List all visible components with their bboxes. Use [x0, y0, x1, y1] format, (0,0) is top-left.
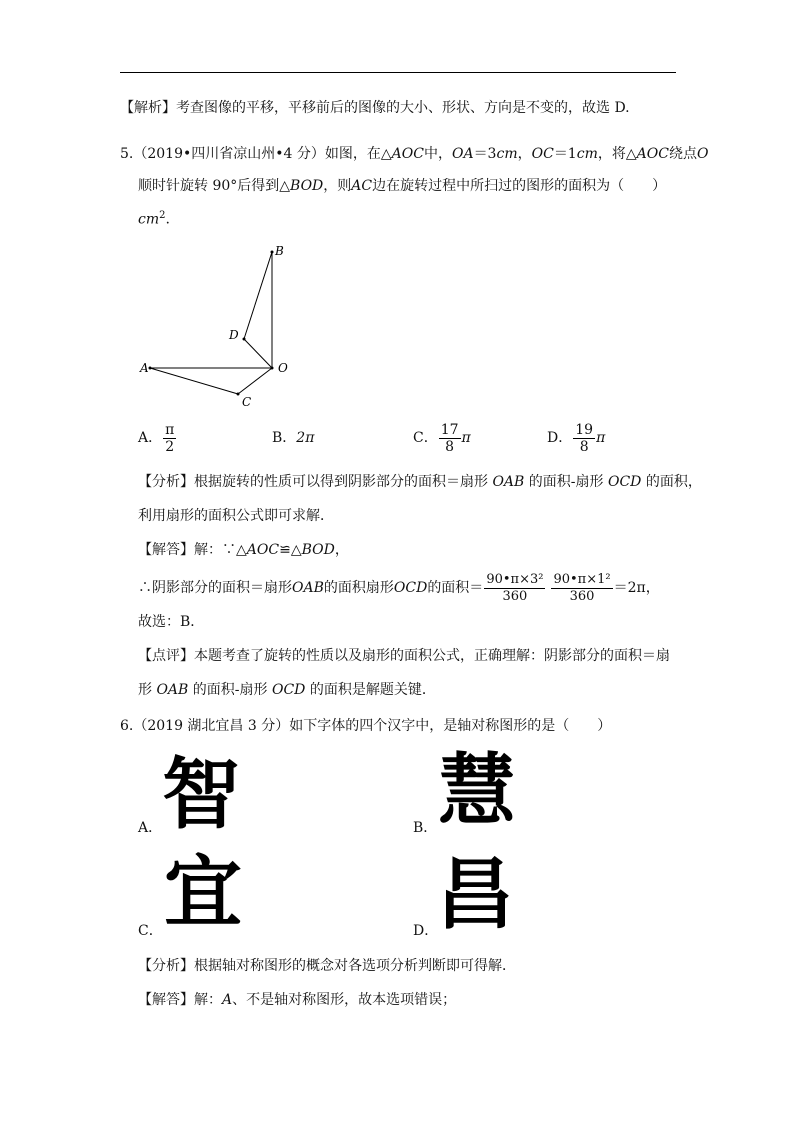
label-o: O [278, 361, 288, 375]
q5-stem-line2: 顺时针旋转 90°后得到△BOD，则AC边在旋转过程中所扫过的图形的面积为（ ） [138, 178, 667, 194]
q5-jieda-line3: 故选：B． [138, 614, 205, 630]
q5-fenxi-line2: 利用扇形的面积公式即可求解． [138, 508, 334, 524]
q6-option-c-label[interactable]: C． [138, 923, 163, 939]
label-d: D [229, 328, 239, 342]
label-b: B [275, 244, 284, 258]
segment-bd [244, 252, 272, 339]
q5-dianping-line2: 形 OAB 的面积-扇形 OCD 的面积是解题关键． [138, 682, 436, 698]
label-a: A [140, 361, 149, 375]
q5-option-a[interactable]: A． $\frac{\pi}{2}$ [138, 421, 175, 455]
q5-jieda-line2: ∴阴影部分的面积＝扇形OAB的面积扇形OCD的面积＝ $\frac{\text{90•π×3²}}{360}$ $\frac{\text{90•π×1²}}{360}$ ＝2π， [138, 571, 660, 604]
point-c [237, 393, 240, 396]
q5-option-d[interactable]: D． $\frac{19}{8}$ π [547, 421, 606, 455]
q5-jieda-line1: 【解答】解：∵△AOC≌△BOD， [138, 542, 349, 558]
q6-option-c-char[interactable]: 宜 [164, 848, 243, 938]
point-a [149, 367, 152, 370]
q6-fenxi: 【分析】根据轴对称图形的概念对各选项分析判断即可得解． [138, 958, 516, 974]
label-c: C [242, 395, 252, 409]
segment-ac [150, 368, 238, 394]
q6-option-a-label[interactable]: A． [138, 820, 163, 836]
q6-option-a-char[interactable]: 智 [162, 750, 241, 840]
point-b [271, 251, 274, 254]
q6-option-d-label[interactable]: D． [413, 923, 439, 939]
q6-stem: 6.（2019 湖北宜昌 3 分）如下字体的四个汉字中，是轴对称图形的是（ ） [120, 718, 612, 734]
q5-unit: $cm^2$. [138, 210, 170, 228]
segment-co [238, 368, 272, 394]
q6-option-d-char[interactable]: 昌 [436, 850, 515, 940]
q5-option-b[interactable]: B．2π [272, 430, 315, 446]
q6-option-b-label[interactable]: B． [413, 820, 438, 836]
q5-fenxi-line1: 【分析】根据旋转的性质可以得到阴影部分的面积＝扇形 OAB 的面积-扇形 OCD 的面积， [138, 474, 702, 490]
prev-analysis: 【解析】考查图像的平移，平移前后的图像的大小、形状、方向是不变的，故选 D. [120, 100, 630, 116]
header-rule [120, 72, 676, 73]
q5-option-c[interactable]: C． $\frac{17}{8}$ π [413, 421, 471, 455]
q5-geometry-figure [138, 238, 298, 414]
q6-option-b-char[interactable]: 慧 [438, 746, 517, 836]
q5-dianping-line1: 【点评】本题考查了旋转的性质以及扇形的面积公式，正确理解：阴影部分的面积＝扇 [138, 648, 670, 664]
point-d [243, 338, 246, 341]
point-o [271, 367, 274, 370]
q5-stem-line1: 5.（2019•四川省凉山州•4 分）如图，在△AOC中，OA＝3cm，OC＝1cm，将△AOC绕点O [120, 146, 709, 162]
segment-do [244, 339, 272, 368]
q6-jieda: 【解答】解：A、不是轴对称图形，故本选项错误； [138, 992, 457, 1008]
